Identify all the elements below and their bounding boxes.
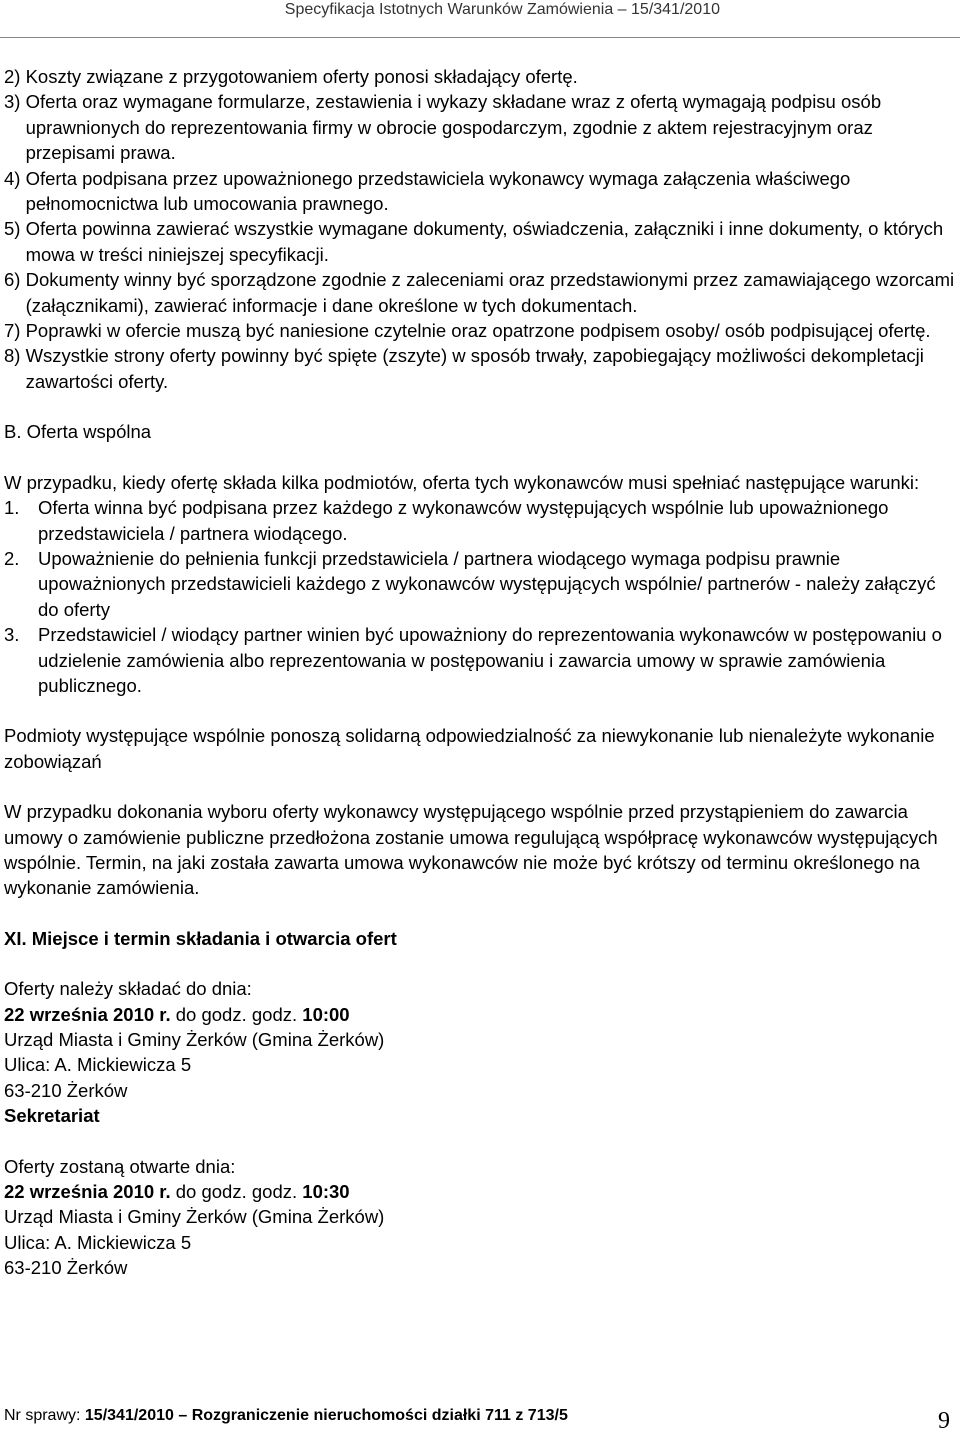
- footer-subject: Rozgraniczenie nieruchomości działki 711 z 713/5: [191, 1407, 568, 1424]
- item-number: 2): [4, 66, 26, 87]
- joint-conditions-list: [4, 495, 956, 698]
- page-body: [4, 64, 956, 1281]
- opening-label: Oferty zostaną otwarte dnia:: [4, 1155, 236, 1177]
- page-number: 9: [938, 1408, 950, 1434]
- item-text: Dokumenty winny być sporządzone zgodnie z zaleceniami oraz przedstawionymi przez zamawiającego wzorcami (załącznikami), zawierać informacje i dane określone w tych dokumentach.: [25, 269, 955, 316]
- opening-block: [4, 1154, 956, 1281]
- header-separator: –: [613, 1, 632, 18]
- footer-dash: –: [173, 1407, 192, 1424]
- joint-liability-paragraph: Podmioty występujące wspólnie ponoszą solidarną odpowiedzialność za niewykonanie lub nienależyte wykonanie zobowiązań: [4, 725, 935, 772]
- header-rule: [0, 37, 960, 38]
- opening-office: Urząd Miasta i Gminy Żerków (Gmina Żerków): [4, 1206, 385, 1228]
- list-item: [4, 64, 956, 89]
- submission-block: [4, 976, 956, 1128]
- submission-time: 10:00: [302, 1003, 350, 1025]
- opening-time-prefix: do godz. godz.: [170, 1181, 303, 1203]
- submission-city: 63-210 Żerków: [4, 1079, 128, 1101]
- submission-street: Ulica: A. Mickiewicza 5: [4, 1054, 192, 1076]
- opening-city: 63-210 Żerków: [4, 1257, 128, 1279]
- list-item: [4, 546, 956, 622]
- header-title: Specyfikacja Istotnych Warunków Zamówienia: [284, 1, 614, 18]
- item-text: Oferta podpisana przez upoważnionego przedstawiciela wykonawcy wymaga załączenia właściwego pełnomocnictwa lub umocowania prawnego.: [25, 167, 851, 215]
- submission-office: Urząd Miasta i Gminy Żerków (Gmina Żerków): [4, 1029, 385, 1050]
- list-item: [4, 216, 956, 267]
- opening-deadline: [4, 1179, 956, 1204]
- joint-offer-intro: W przypadku, kiedy ofertę składa kilka podmiotów, oferta tych wykonawców musi spełniać następujące warunki:: [4, 471, 920, 493]
- item-text: Poprawki w ofercie muszą być naniesione czytelnie oraz opatrzone podpisem osoby/ osób podpisującej ofertę.: [25, 320, 931, 342]
- footer-label: Nr sprawy:: [4, 1407, 85, 1424]
- submission-time-prefix: do godz. godz.: [170, 1003, 303, 1025]
- item-text: Przedstawiciel / wiodący partner winien być upoważniony do reprezentowania wykonawców w postępowaniu o udzielenie zamówienia albo reprezentowania w postępowaniu i zawarcia umowy w sprawie zamówienia publicznego.: [38, 624, 942, 696]
- item-number: 4): [4, 167, 26, 189]
- section-xi-heading: XI. Miejsce i termin składania i otwarcia ofert: [4, 927, 397, 949]
- section-b-heading: B. Oferta wspólna: [4, 421, 152, 443]
- opening-time: 10:30: [302, 1181, 350, 1203]
- list-item: [4, 166, 956, 217]
- item-text: Koszty związane z przygotowaniem oferty ponosi składający ofertę.: [25, 66, 578, 87]
- list-item: [4, 318, 956, 343]
- list-item: [4, 89, 956, 165]
- submission-date: 22 września 2010 r.: [4, 1003, 171, 1025]
- item-number: 7): [4, 320, 26, 342]
- footer-case-number: 15/341/2010: [84, 1407, 174, 1424]
- item-number: 3): [4, 91, 26, 113]
- running-header: [285, 0, 720, 20]
- item-number: 6): [4, 269, 26, 291]
- item-text: Upoważnienie do pełnienia funkcji przedstawiciela / partnera wiodącego wymaga podpisu prawnie upoważnionych przedstawicieli każdego z wykonawców występujących wspólnie/ partnerów - należy załączyć do oferty: [38, 547, 936, 620]
- list-item: [4, 343, 956, 394]
- joint-agreement-paragraph: W przypadku dokonania wyboru oferty wykonawcy występującego wspólnie przed przystąpieniem do zawarcia umowy o zamówienie publiczne przedłożona zostanie umowa regulującą współpracę wykonawców występujących wspólnie. Termin, na jaki została zawarta umowa wykonawców nie może być krótszy od terminu określonego na wykonanie zamówienia.: [4, 801, 938, 899]
- page-footer: [4, 1406, 956, 1426]
- item-text: Oferta oraz wymagane formularze, zestawienia i wykazy składane wraz z ofertą wymagają podpisu osób uprawnionych do reprezentowania firmy w obrocie gospodarczym, zgodnie z aktem rejestracyjnym oraz przepisami prawa.: [25, 91, 882, 164]
- item-number: 8): [4, 345, 26, 367]
- opening-street: Ulica: A. Mickiewicza 5: [4, 1231, 192, 1253]
- item-number: 2.: [4, 547, 20, 569]
- item-text: Wszystkie strony oferty powinny być spięte (zszyte) w sposób trwały, zapobiegający możliwości dekompletacji zawartości oferty.: [25, 345, 924, 392]
- list-item: [4, 495, 956, 546]
- item-number: 3.: [4, 624, 20, 646]
- submission-room: Sekretariat: [4, 1105, 100, 1127]
- item-number: 1.: [4, 497, 20, 519]
- list-item: [4, 267, 956, 318]
- requirements-list: [4, 64, 956, 394]
- item-text: Oferta powinna zawierać wszystkie wymagane dokumenty, oświadczenia, załączniki i inne dokumenty, o których mowa w treści niniejszej specyfikacji.: [25, 218, 944, 265]
- submission-deadline: [4, 1002, 956, 1027]
- list-item: [4, 622, 956, 698]
- header-reference: 15/341/2010: [631, 1, 720, 18]
- item-text: Oferta winna być podpisana przez każdego z wykonawców występujących wspólnie lub upoważnionego przedstawiciela / partnera wiodącego.: [38, 497, 889, 544]
- submission-label: Oferty należy składać do dnia:: [4, 978, 252, 1000]
- opening-date: 22 września 2010 r.: [4, 1181, 171, 1203]
- item-number: 5): [4, 218, 26, 240]
